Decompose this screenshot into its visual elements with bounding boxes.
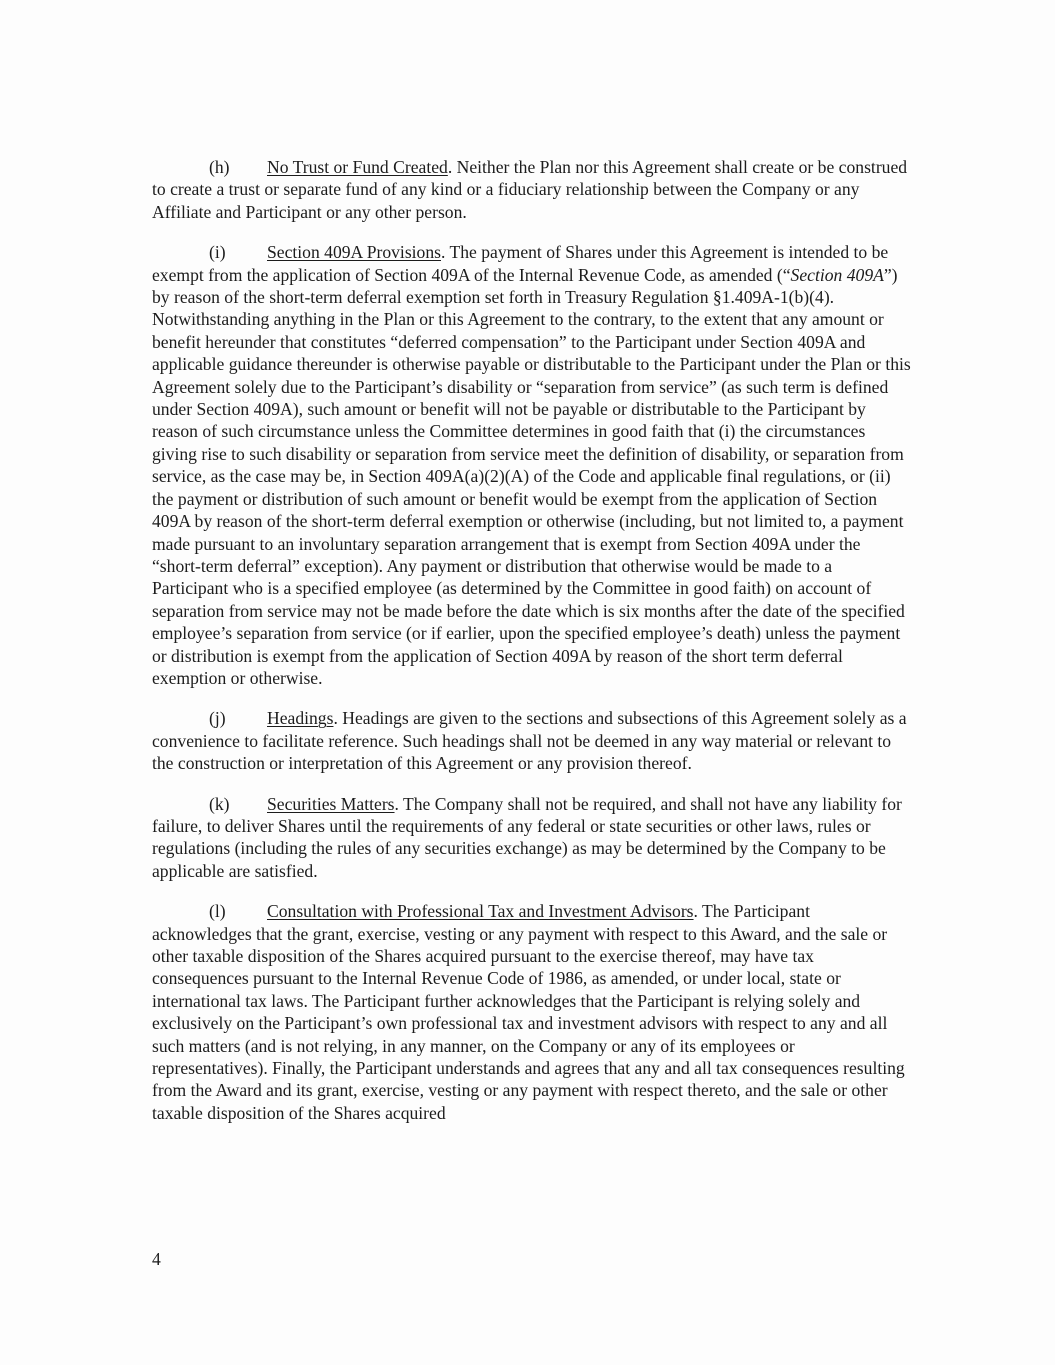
section-l bbox=[152, 900, 912, 1124]
section-body: . The Company shall not be required, and shall not have any liability for failure, to deliver Shares until the requirements of any federal or state securities or other laws, rules or regulations (including the rules of any securities exchange) as may be determined by the Company to be applicable are satisfied. bbox=[152, 793, 902, 881]
section-body-continued: ”) by reason of the short-term deferral exemption set forth in Treasury Regulation §1.409A-1(b)(4). Notwithstanding anything in the Plan or this Agreement to the contrary, to the extent that any amount or benefit hereunder that constitutes “deferred compensation” to the Participant under Section 409A and applicable guidance thereunder is otherwise payable or distributable to the Participant under the Plan or this Agreement solely due to the Participant’s disability or “separation from service” (as such term is defined under Section 409A), such amount or benefit will not be payable or distributable to the Participant by reason of such circumstance unless the Committee determines in good faith that (i) the circumstances giving rise to such disability or separation from service meet the definition of disability, or separation from service, as the case may be, in Section 409A(a)(2)(A) of the Code and applicable final regulations, or (ii) the payment or distribution of such amount or benefit would be exempt from the application of Section 409A by reason of the short-term deferral exemption or otherwise (including, but not limited to, a payment made pursuant to an involuntary separation arrangement that is exempt from Section 409A under the “short-term deferral” exception). Any payment or distribution that otherwise would be made to a Participant who is a specified employee (as determined by the Committee in good faith) on account of separation from service may not be made before the date which is six months after the date of the specified employee’s separation from service (or if earlier, upon the specified employee’s death) unless the payment or distribution is exempt from the application of Section 409A by reason of the short term deferral exemption or otherwise. bbox=[152, 264, 911, 688]
section-heading: Consultation with Professional Tax and Investment Advisors bbox=[267, 901, 694, 922]
section-label: (i) bbox=[209, 242, 226, 263]
section-heading: Section 409A Provisions bbox=[267, 242, 441, 263]
section-k bbox=[152, 793, 912, 883]
defined-term: Section 409A bbox=[790, 264, 884, 285]
section-i bbox=[152, 241, 912, 689]
section-h bbox=[152, 156, 912, 223]
section-heading: Securities Matters bbox=[267, 793, 395, 814]
section-body: . Neither the Plan nor this Agreement shall create or be construed to create a trust or separate fund of any kind or a fiduciary relationship between the Company or any Affiliate and Participant or any other person. bbox=[152, 157, 908, 222]
section-heading: Headings bbox=[267, 708, 334, 729]
section-heading: No Trust or Fund Created bbox=[267, 157, 448, 177]
section-label: (k) bbox=[209, 793, 230, 814]
section-body: . The Participant acknowledges that the grant, exercise, vesting or any payment with respect to this Award, and the sale or other taxable disposition of the Shares acquired pursuant to the exercise thereof, may have tax consequences pursuant to the Internal Revenue Code of 1986, as amended, or under local, state or international tax laws. The Participant further acknowledges that the Participant is relying solely and exclusively on the Participant’s own professional tax and investment advisors with respect to any and all such matters (and is not relying, in any manner, on the Company or any of its employees or representatives). Finally, the Participant understands and agrees that any and all tax consequences resulting from the Award and its grant, exercise, vesting or any payment with respect thereto, and the sale or other taxable disposition of the Shares acquired bbox=[152, 901, 905, 1123]
section-label: (l) bbox=[209, 901, 226, 922]
section-body: . Headings are given to the sections and subsections of this Agreement solely as a convenience to facilitate reference. Such headings shall not be deemed in any way material or relevant to the construction or interpretation of this Agreement or any provision thereof. bbox=[152, 708, 907, 774]
document-body bbox=[152, 156, 912, 1142]
section-j bbox=[152, 707, 912, 774]
section-label: (h) bbox=[209, 157, 230, 177]
section-body: . The payment of Shares under this Agreement is intended to be exempt from the application of Section 409A of the Internal Revenue Code, as amended (“ bbox=[152, 242, 889, 285]
page-number: 4 bbox=[152, 1249, 161, 1269]
section-label: (j) bbox=[209, 708, 226, 729]
